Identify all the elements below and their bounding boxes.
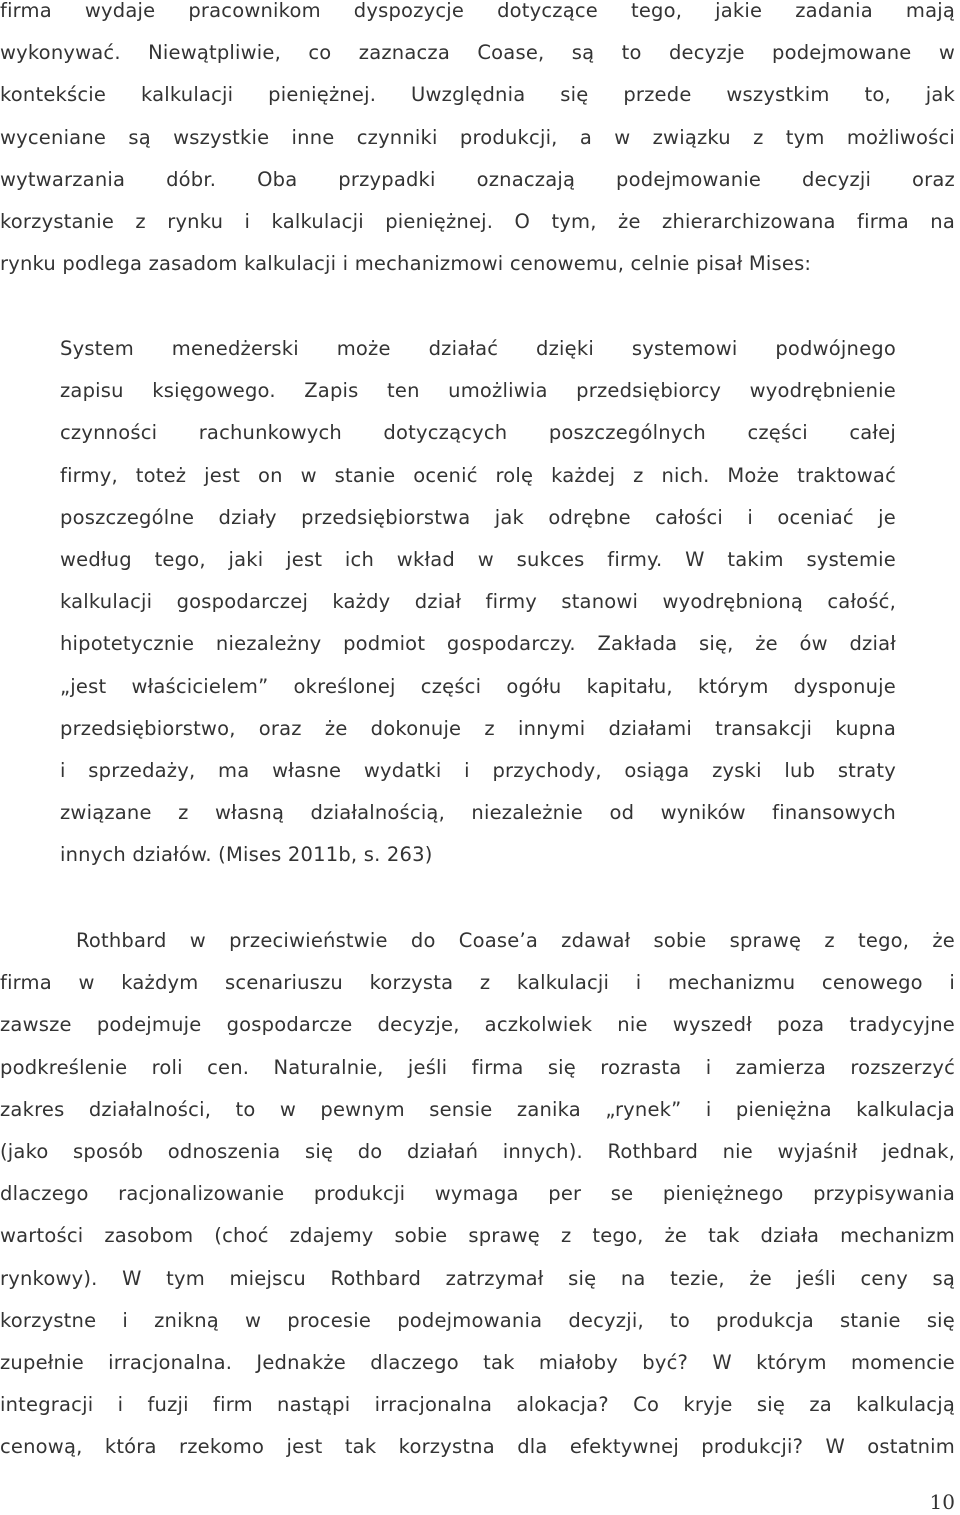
page-number: 10 [929, 1490, 955, 1514]
text-line: zupełnie irracjonalna. Jednakże dlaczego tak miałoby być? W którym momencie [0, 1351, 955, 1375]
text-line: dlaczego racjonalizowanie produkcji wymaga per se pieniężnego przypisywania [0, 1182, 955, 1206]
quote-line: czynności rachunkowych dotyczących poszczególnych części całej [60, 421, 896, 445]
text-line: zakres działalności, to w pewnym sensie zanika „rynek” i pieniężna kalkulacja [0, 1097, 955, 1121]
text-line: firma wydaje pracownikom dyspozycje dotyczące tego, jakie zadania mają [0, 0, 955, 22]
quote-line: innych działów. (Mises 2011b, s. 263) [60, 843, 433, 867]
quote-line: zapisu księgowego. Zapis ten umożliwia przedsiębiorcy wyodrębnienie [60, 379, 896, 403]
text-line: kontekście kalkulacji pieniężnej. Uwzględnia się przede wszystkim to, jak [0, 83, 955, 107]
paragraph-rothbard [0, 920, 955, 1469]
quote-line: kalkulacji gospodarczej każdy dział firmy stanowi wyodrębnioną całość, [60, 590, 896, 614]
text-line: integracji i fuzji firm nastąpi irracjonalna alokacja? Co kryje się za kalkulacją [0, 1393, 955, 1417]
text-line: korzystanie z rynku i kalkulacji pieniężnej. O tym, że zhierarchizowana firma na [0, 210, 955, 234]
text-line: rynku podlega zasadom kalkulacji i mechanizmowi cenowemu, celnie pisał Mises: [0, 252, 812, 276]
text-line: wytwarzania dóbr. Oba przypadki oznaczają podejmowanie decyzji oraz [0, 167, 955, 191]
quote-line: firmy, toteż jest on w stanie ocenić rolę każdej z nich. Może traktować [60, 463, 896, 487]
text-line: cenową, która rzekomo jest tak korzystna dla efektywnej produkcji? W ostatnim [0, 1435, 955, 1459]
text-line: wyceniane są wszystkie inne czynniki produkcji, a w związku z tym możliwości [0, 125, 955, 149]
text-line: wykonywać. Niewątpliwie, co zaznacza Coase, są to decyzje podejmowane w [0, 41, 955, 65]
text-line: (jako sposób odnoszenia się do działań innych). Rothbard nie wyjaśnił jednak, [0, 1140, 955, 1164]
paragraph-intro [0, 0, 955, 285]
quote-line: „jest właścicielem” określonej części ogółu kapitału, którym dysponuje [60, 674, 896, 698]
block-quote [60, 328, 896, 877]
text-line: Rothbard w przeciwieństwie do Coase’a zdawał sobie sprawę z tego, że [76, 929, 955, 952]
quote-line: System menedżerski może działać dzięki systemowi podwójnego [60, 337, 896, 360]
quote-line: związane z własną działalnością, niezależnie od wyników finansowych [60, 801, 896, 825]
quote-line: poszczególne działy przedsiębiorstwa jak odrębne całości i oceniać je [60, 505, 896, 529]
text-line: rynkowy). W tym miejscu Rothbard zatrzymał się na tezie, że jeśli ceny są [0, 1266, 955, 1290]
text-line: wartości zasobom (choć zdajemy sobie sprawę z tego, że tak działa mechanizm [0, 1224, 955, 1248]
quote-line: według tego, jaki jest ich wkład w sukces firmy. W takim systemie [60, 548, 896, 572]
text-line: podkreślenie roli cen. Naturalnie, jeśli firma się rozrasta i zamierza rozszerzyć [0, 1055, 955, 1079]
text-line: korzystne i znikną w procesie podejmowania decyzji, to produkcja stanie się [0, 1308, 955, 1332]
text-line: zawsze podejmuje gospodarcze decyzje, aczkolwiek nie wyszedł poza tradycyjne [0, 1013, 955, 1037]
quote-line: przedsiębiorstwo, oraz że dokonuje z innymi działami transakcji kupna [60, 716, 896, 740]
text-line: firma w każdym scenariuszu korzysta z kalkulacji i mechanizmu cenowego i [0, 971, 955, 995]
quote-line: i sprzedaży, ma własne wydatki i przychody, osiąga zyski lub straty [60, 759, 896, 783]
quote-line: hipotetycznie niezależny podmiot gospodarczy. Zakłada się, że ów dział [60, 632, 896, 656]
